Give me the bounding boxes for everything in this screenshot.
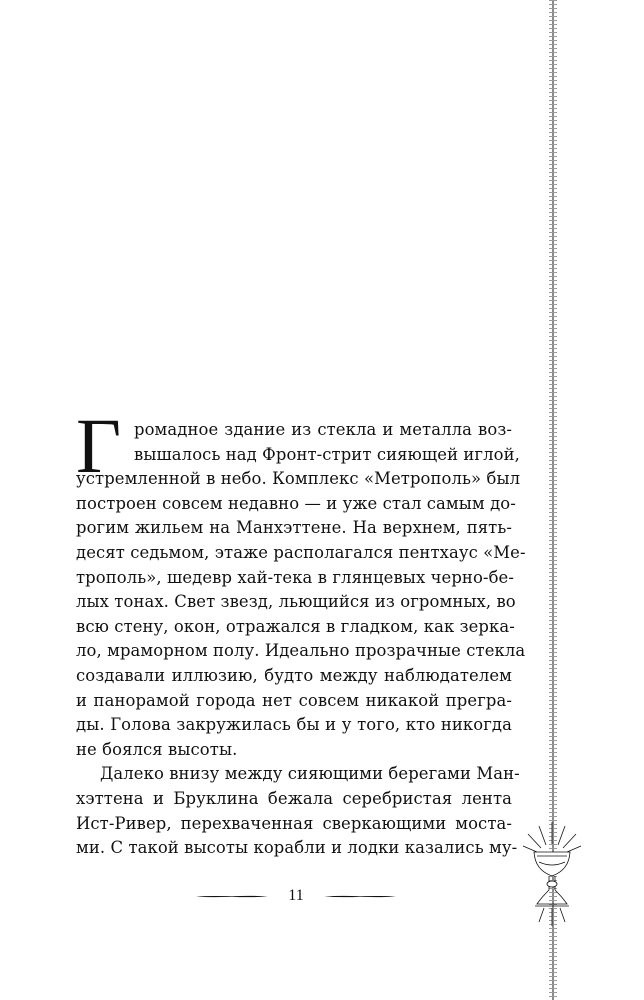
text-line: ды. Голова закружилась бы и у того, кто никогда bbox=[76, 715, 512, 735]
text-line: и панорамой города нет совсем никакой прегра- bbox=[76, 690, 512, 710]
text-line: всю стену, окон, отражался в гладком, как зерка- bbox=[76, 616, 515, 636]
text-line: хэттена и Бруклина бежала серебристая лента bbox=[76, 788, 512, 808]
goblet-icon bbox=[519, 818, 585, 930]
text-line: Далеко внизу между сияющими берегами Ман- bbox=[100, 764, 520, 784]
text-line: создавали иллюзию, будто между наблюдателем bbox=[76, 665, 512, 685]
text-line: устремленной в небо. Комплекс «Метрополь» был bbox=[76, 469, 521, 489]
text-line: рогим жильем на Манхэттене. На верхнем, пять- bbox=[76, 518, 512, 538]
text-line: ми. С такой высоты корабли и лодки казались му- bbox=[76, 838, 518, 858]
text-line: вышалось над Фронт-стрит сияющей иглой, bbox=[134, 444, 520, 464]
text-line: ло, мраморном полу. Идеально прозрачные стекла bbox=[76, 641, 526, 661]
text-line: ромадное здание из стекла и металла воз- bbox=[134, 420, 512, 439]
text-line: Ист-Ривер, перехваченная сверкающими моста- bbox=[76, 813, 512, 833]
text-line: построен совсем недавно — и уже стал самым до- bbox=[76, 493, 516, 513]
text-line: не боялся высоты. bbox=[76, 739, 238, 759]
page-footer bbox=[196, 884, 396, 908]
text-line: десят седьмом, этаже располагался пентхаус «Ме- bbox=[76, 542, 526, 562]
body-text bbox=[76, 418, 526, 861]
drop-cap: Г bbox=[76, 402, 122, 489]
ornamental-flourish-icon bbox=[324, 895, 396, 898]
text-line: лых тонах. Свет звезд, льющийся из огромных, во bbox=[76, 592, 516, 612]
page-number: 11 bbox=[288, 887, 304, 904]
text-line: трополь», шедевр хай-тека в глянцевых черно-бе- bbox=[76, 567, 514, 587]
